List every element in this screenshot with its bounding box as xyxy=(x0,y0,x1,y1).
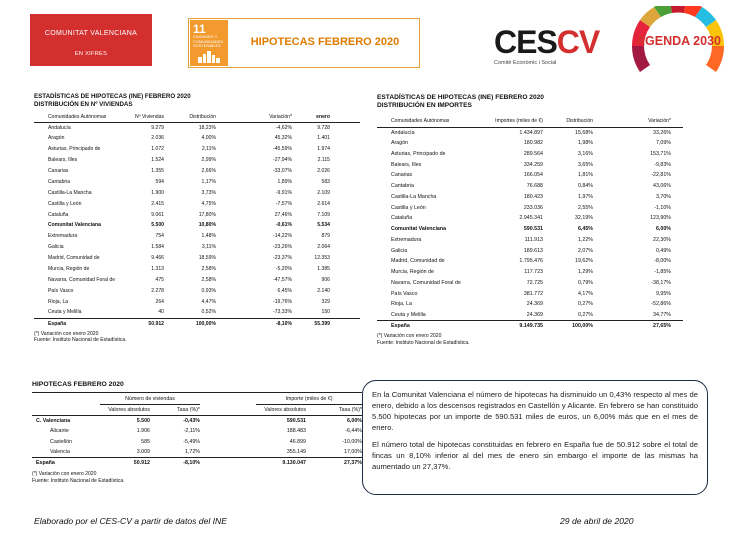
cell-value: 2.036 xyxy=(151,135,164,142)
cell-value: 1.974 xyxy=(317,146,330,153)
cell-value: 153,71% xyxy=(650,150,671,157)
cell-value: 22,30% xyxy=(653,236,671,243)
cell-value: -45,59% xyxy=(273,146,292,153)
cell-value: 233.036 xyxy=(523,204,543,211)
table-row xyxy=(377,256,683,267)
cell-value: 5.500 xyxy=(151,222,164,229)
row-label: Rioja, La xyxy=(391,301,412,308)
cell-value: 19,62% xyxy=(575,258,593,265)
summary-paragraph: En la Comunitat Valenciana el número de hipotecas ha disminuido un 0,43% respecto al mes de enero, debido a los descensos registrados en Castellón y Alicante. En febrero se han constituido 5.500 hipotecas por un importe de 590.531 miles de euros, un 6,00% más que en el mes de enero. xyxy=(372,390,698,432)
cell-value: 100,00% xyxy=(572,323,593,330)
footer-credit: Elaborado por el CES-CV a partir de datos del INE xyxy=(34,516,227,526)
table-row xyxy=(377,213,683,224)
row-label: Comunitat Valenciana xyxy=(391,226,447,233)
column-header: Variación* xyxy=(648,118,671,125)
cell-value: 0,27% xyxy=(577,311,593,318)
row-label: Castilla y León xyxy=(48,200,82,207)
cell-value: 2.064 xyxy=(317,244,330,251)
cell-value: 123,90% xyxy=(650,215,671,222)
row-label: Ceuta y Melilla xyxy=(391,311,426,318)
city-buildings-icon xyxy=(198,51,220,63)
cell-value: 6,00% xyxy=(346,418,362,425)
cell-value: -27,94% xyxy=(273,157,292,164)
cell-value: 0,79% xyxy=(577,279,593,286)
cell-value: -23,37% xyxy=(273,255,292,262)
table-row xyxy=(377,149,683,160)
cell-value: 9.130.047 xyxy=(282,460,306,467)
cell-value: 3,11% xyxy=(201,244,216,251)
row-label: España xyxy=(391,323,410,330)
cell-value: 334.259 xyxy=(523,161,543,168)
cell-value: 2.945.341 xyxy=(519,215,543,222)
row-label: País Vasco xyxy=(48,287,74,294)
cell-value: 76.688 xyxy=(526,183,543,190)
cell-value: -19,76% xyxy=(273,298,292,305)
cell-value: 4,75% xyxy=(201,200,216,207)
cell-value: 18,59% xyxy=(198,255,216,262)
table-row xyxy=(34,166,360,177)
table-row xyxy=(377,159,683,170)
cell-value: 1,22% xyxy=(577,236,593,243)
cell-value: 0,84% xyxy=(577,183,593,190)
cell-value: 381.772 xyxy=(523,290,543,297)
table-row xyxy=(34,220,360,231)
row-label: Castellón xyxy=(50,438,73,445)
table-cv-title: HIPOTECAS FEBRERO 2020 xyxy=(32,381,124,388)
cell-value: 1,48% xyxy=(201,233,216,240)
cell-value: 590.531 xyxy=(523,226,543,233)
cell-value: 1,89% xyxy=(277,178,292,185)
footer-date: 29 de abril de 2020 xyxy=(560,516,634,526)
cell-value: 1.401 xyxy=(317,135,330,142)
cell-value: 111.913 xyxy=(524,236,543,243)
row-label: Cataluña xyxy=(391,215,413,222)
agenda-2030-label: AGENDA 2030 xyxy=(636,34,721,48)
table-row xyxy=(34,122,360,133)
cell-value: 585 xyxy=(141,438,150,445)
cell-value: 55.399 xyxy=(314,320,330,327)
cell-value: 72.725 xyxy=(526,279,543,286)
cell-value: 24.369 xyxy=(526,301,543,308)
cell-value: 2,11% xyxy=(201,146,216,153)
cell-value: 32,19% xyxy=(575,215,593,222)
table-viviendas xyxy=(34,93,360,344)
row-label: España xyxy=(48,320,67,327)
row-label: España xyxy=(36,460,55,467)
cell-value: -8,00% xyxy=(654,258,671,265)
table-row xyxy=(377,278,683,289)
cell-value: 9,95% xyxy=(655,290,671,297)
group-header-viviendas: Número de viviendas xyxy=(100,393,200,405)
column-header: enero xyxy=(316,113,330,120)
cell-value: 1.385 xyxy=(317,266,330,273)
cell-value: -9,91% xyxy=(275,189,292,196)
table-row xyxy=(377,224,683,235)
cell-value: 1.795.476 xyxy=(519,258,543,265)
cell-value: 1,81% xyxy=(577,172,593,179)
cell-value: 45,32% xyxy=(274,135,292,142)
cell-value: -38,17% xyxy=(651,279,671,286)
cell-value: 0,52% xyxy=(201,309,216,316)
row-label: Balears, Illes xyxy=(48,157,78,164)
row-label: Andalucía xyxy=(48,124,71,131)
cell-value: -8,10% xyxy=(275,320,292,327)
cell-value: 150 xyxy=(321,309,330,316)
row-label: Castilla y León xyxy=(391,204,426,211)
row-label: Murcia, Región de xyxy=(48,266,90,273)
cell-value: 264 xyxy=(155,298,164,305)
cell-value: 3,16% xyxy=(577,150,593,157)
table-row xyxy=(34,285,360,296)
cell-value: -73,33% xyxy=(273,309,292,316)
cell-value: 5.500 xyxy=(136,418,150,425)
cell-value: 100,00% xyxy=(195,320,216,327)
column-header: Tasa (%)* xyxy=(177,407,200,413)
cell-value: 18,23% xyxy=(198,124,216,131)
ods-number: 11 xyxy=(193,22,206,36)
table-row xyxy=(34,274,360,285)
cell-value: 9.061 xyxy=(151,211,164,218)
table-viviendas-title: ESTADÍSTICAS DE HIPOTECAS (INE) FEBRERO 2020 xyxy=(34,93,191,100)
cell-value: 7,09% xyxy=(655,140,671,147)
cell-value: -2,11% xyxy=(183,428,200,435)
table-row xyxy=(32,447,362,458)
column-header: Comunidades Autónomas xyxy=(391,118,450,125)
row-label: Andalucía xyxy=(391,129,415,136)
row-label: Cataluña xyxy=(48,211,69,218)
cell-value: 2,58% xyxy=(201,266,216,273)
cell-value: -8,10% xyxy=(183,460,200,467)
row-label: Murcia, Región de xyxy=(391,269,434,276)
cell-value: 906 xyxy=(321,276,330,283)
cell-value: 188.483 xyxy=(286,428,306,435)
cell-value: 289.564 xyxy=(523,150,543,157)
table-row xyxy=(377,299,683,310)
cell-value: 0,49% xyxy=(655,247,671,254)
table-viviendas-subtitle: DISTRIBUCIÓN EN Nº VIVIENDAS xyxy=(34,101,133,108)
cell-value: 1.900 xyxy=(151,189,164,196)
cell-value: 3,73% xyxy=(201,189,216,196)
table-row xyxy=(377,267,683,278)
table-row xyxy=(34,264,360,275)
row-label: Galicia xyxy=(48,244,64,251)
cell-value: 2.115 xyxy=(317,157,330,164)
cell-value: 1,17% xyxy=(201,178,216,185)
cell-value: 180.423 xyxy=(523,193,543,200)
cell-value: 43,06% xyxy=(653,183,671,190)
column-header: Valores absolutos xyxy=(108,407,150,413)
cescv-logo-subtitle: Comitè Econòmic i Social xyxy=(494,60,557,66)
cell-value: 4,47% xyxy=(201,298,216,305)
row-label: Rioja, La xyxy=(48,298,69,305)
cell-value: 9.279 xyxy=(151,124,164,131)
cell-value: 1,98% xyxy=(577,140,593,147)
cell-value: -7,57% xyxy=(275,200,292,207)
table-row xyxy=(34,155,360,166)
cell-value: 0,93% xyxy=(201,287,216,294)
table-row xyxy=(32,458,362,469)
cell-value: 1,72% xyxy=(184,449,200,456)
table-source: Fuente: Instituto Nacional de Estadística. xyxy=(32,477,125,484)
cell-value: 9.466 xyxy=(151,255,164,262)
table-row xyxy=(34,318,360,329)
table-row xyxy=(377,288,683,299)
cell-value: 9.728 xyxy=(317,124,330,131)
cell-value: 189.613 xyxy=(523,247,543,254)
cell-value: -22,81% xyxy=(651,172,671,179)
cell-value: 15,68% xyxy=(575,129,593,136)
cell-value: 4,17% xyxy=(577,290,593,297)
cell-value: 3,65% xyxy=(577,161,593,168)
cell-value: 2.026 xyxy=(317,168,330,174)
table-row xyxy=(377,321,683,332)
ods-label: CIUDADES Y COMUNIDADES SOSTENIBLES xyxy=(193,34,224,49)
report-title: HIPOTECAS FEBRERO 2020 xyxy=(250,36,400,48)
ods-11-icon xyxy=(190,20,228,66)
cell-value: -0,43% xyxy=(183,418,200,425)
cell-value: 2,58% xyxy=(201,276,216,283)
table-row xyxy=(34,307,360,318)
cell-value: 3.009 xyxy=(136,449,150,456)
column-header: Nº Viviendas xyxy=(135,113,164,120)
column-header: Distribución xyxy=(566,118,593,125)
table-comunitat-valenciana xyxy=(32,381,362,484)
cell-value: 7.109 xyxy=(317,211,330,218)
row-label: Canarias xyxy=(48,168,69,174)
cell-value: -47,57% xyxy=(273,276,292,283)
cell-value: 1.584 xyxy=(151,244,164,251)
row-label: Canarias xyxy=(391,172,413,179)
table-row xyxy=(34,133,360,144)
row-label: Navarra, Comunidad Foral de xyxy=(48,276,116,283)
cell-value: -1,85% xyxy=(654,269,671,276)
row-label: Asturias, Principado de xyxy=(391,150,446,157)
row-label: Balears, Illes xyxy=(391,161,422,168)
table-importes-title: ESTADÍSTICAS DE HIPOTECAS (INE) FEBRERO 2020 xyxy=(377,94,544,101)
cell-value: 5.534 xyxy=(317,222,330,229)
cell-value: -14,22% xyxy=(273,233,292,240)
cell-value: -1,10% xyxy=(654,204,671,211)
cell-value: 4,00% xyxy=(201,135,216,142)
table-row xyxy=(34,176,360,187)
table-row xyxy=(377,245,683,256)
row-label: Galicia xyxy=(391,247,408,254)
table-row xyxy=(377,181,683,192)
row-label: Ceuta y Melilla xyxy=(48,309,82,316)
banner-subtitle: EN XIFRES xyxy=(74,51,108,57)
table-row xyxy=(377,202,683,213)
table-row xyxy=(377,310,683,321)
table-row xyxy=(377,192,683,203)
cell-value: 3,70% xyxy=(655,193,671,200)
cell-value: -6,44% xyxy=(345,428,362,435)
column-header: Tasa (%)* xyxy=(339,407,362,413)
cell-value: -52,86% xyxy=(651,301,671,308)
cescv-logo-main: CES xyxy=(494,24,557,60)
cell-value: 33,26% xyxy=(653,129,671,136)
cell-value: 2.614 xyxy=(317,200,330,207)
row-label: C. Valenciana xyxy=(36,418,71,425)
cell-value: 17,00% xyxy=(344,449,362,456)
row-label: Aragón xyxy=(391,140,409,147)
row-label: Cantabria xyxy=(391,183,414,190)
column-header: Variación* xyxy=(269,113,292,120)
table-row xyxy=(377,138,683,149)
cell-value: 27,46% xyxy=(274,211,292,218)
cell-value: 2,66% xyxy=(201,168,216,174)
banner-title: COMUNITAT VALENCIANA xyxy=(44,30,138,37)
cell-value: 50.912 xyxy=(133,460,150,467)
cell-value: 1.313 xyxy=(151,266,164,273)
row-label: Navarra, Comunidad Foral de xyxy=(391,279,461,286)
cell-value: 166.054 xyxy=(523,172,543,179)
cescv-logo xyxy=(494,24,600,68)
table-source: Fuente: Instituto Nacional de Estadística. xyxy=(34,337,127,344)
table-importes-subtitle: DISTRIBUCIÓN EN IMPORTES xyxy=(377,102,472,109)
row-label: Extremadura xyxy=(48,233,78,240)
cell-value: 17,80% xyxy=(198,211,216,218)
cell-value: 1.072 xyxy=(151,146,164,153)
cell-value: 6,45% xyxy=(577,226,593,233)
cell-value: 12.353 xyxy=(314,255,330,262)
cell-value: 2,99% xyxy=(201,157,216,164)
cell-value: 329 xyxy=(321,298,330,305)
cell-value: 24.369 xyxy=(526,311,543,318)
cell-value: -9,83% xyxy=(654,161,671,168)
table-row xyxy=(32,437,362,448)
cell-value: 27,65% xyxy=(653,323,671,330)
cell-value: 2,07% xyxy=(577,247,593,254)
cell-value: 594 xyxy=(155,178,164,185)
row-label: Extremadura xyxy=(391,236,422,243)
cell-value: -33,07% xyxy=(273,168,292,174)
column-header: Importes (miles de €) xyxy=(495,118,543,125)
row-label: Aragón xyxy=(48,135,65,142)
row-label: Alicante xyxy=(50,428,69,435)
summary-paragraph: El número total de hipotecas constituidas en febrero en España fue de 50.912 sobre el total de fincas un 8,10% inferior al del mes de enero sin embargo el importe de las mismas ha aumentado un 27,37%. xyxy=(372,440,698,471)
cell-value: -0,61% xyxy=(275,222,292,229)
cell-value: 180.982 xyxy=(523,140,543,147)
cell-value: 2.278 xyxy=(151,287,164,294)
summary-textbox xyxy=(362,380,708,495)
group-header-importe: Importe (miles de €) xyxy=(256,393,362,405)
row-label: País Vasco xyxy=(391,290,418,297)
table-row xyxy=(377,170,683,181)
row-label: Comunitat Valenciana xyxy=(48,222,101,229)
cell-value: -4,62% xyxy=(275,124,292,131)
cell-value: 2,55% xyxy=(577,204,593,211)
row-label: Asturias, Principado de xyxy=(48,146,101,153)
row-label: Castilla-La Mancha xyxy=(391,193,437,200)
comunitat-valenciana-banner xyxy=(30,14,152,66)
cell-value: 34,77% xyxy=(653,311,671,318)
column-header: Comunidades Autónomas xyxy=(48,113,107,120)
cell-value: 1.524 xyxy=(151,157,164,164)
column-header: Distribución xyxy=(189,113,216,120)
table-row xyxy=(377,235,683,246)
cescv-logo-accent: CV xyxy=(556,24,600,60)
cell-value: 355.149 xyxy=(286,449,306,456)
cell-value: 46.899 xyxy=(289,438,306,445)
cell-value: -10,00% xyxy=(342,438,362,445)
table-note: (*) Variación con enero 2020 xyxy=(32,471,97,478)
table-row xyxy=(34,198,360,209)
cell-value: 754 xyxy=(155,233,164,240)
table-note: (*) Variación con enero 2020 xyxy=(34,330,99,337)
table-row xyxy=(34,231,360,242)
cell-value: 879 xyxy=(321,233,330,240)
cell-value: 6,45% xyxy=(277,287,292,294)
cell-value: -5,49% xyxy=(183,438,200,445)
cell-value: -23,26% xyxy=(273,244,292,251)
cell-value: 2.140 xyxy=(317,287,330,294)
table-note: (*) Variación con enero 2020 xyxy=(377,333,442,340)
cell-value: 1.906 xyxy=(136,428,150,435)
row-label: Valencia xyxy=(50,449,70,456)
table-row xyxy=(34,187,360,198)
cell-value: 1.355 xyxy=(151,168,164,174)
cell-value: 590.531 xyxy=(286,418,306,425)
table-row xyxy=(377,127,683,138)
cell-value: 9.149.735 xyxy=(519,323,543,330)
table-importes xyxy=(377,94,683,346)
row-label: Madrid, Comunidad de xyxy=(391,258,445,265)
table-row xyxy=(34,296,360,307)
row-label: Cantabria xyxy=(48,178,71,185)
cell-value: 0,27% xyxy=(577,301,593,308)
row-label: Castilla-La Mancha xyxy=(48,189,92,196)
table-source: Fuente: Instituto Nacional de Estadística. xyxy=(377,339,470,346)
cell-value: 1.434.897 xyxy=(519,129,543,136)
table-row xyxy=(34,209,360,220)
cell-value: 10,80% xyxy=(198,222,216,229)
cell-value: 117.723 xyxy=(524,269,543,276)
cell-value: 27,37% xyxy=(344,460,362,467)
table-row xyxy=(34,242,360,253)
cell-value: 40 xyxy=(158,309,164,316)
table-row xyxy=(34,144,360,155)
cell-value: 50.912 xyxy=(148,320,164,327)
cell-value: 583 xyxy=(321,178,330,185)
table-row xyxy=(32,426,362,437)
cell-value: -5,20% xyxy=(275,266,292,273)
cell-value: 2.109 xyxy=(317,189,330,196)
table-row xyxy=(34,253,360,264)
cell-value: 1,29% xyxy=(577,269,593,276)
cell-value: 475 xyxy=(155,276,164,283)
cell-value: 1,97% xyxy=(577,193,593,200)
cell-value: 2.415 xyxy=(151,200,164,207)
cell-value: 6,00% xyxy=(655,226,671,233)
column-header: Valores absolutos xyxy=(264,407,306,413)
row-label: Madrid, Comunidad de xyxy=(48,255,100,262)
table-row xyxy=(32,416,362,427)
